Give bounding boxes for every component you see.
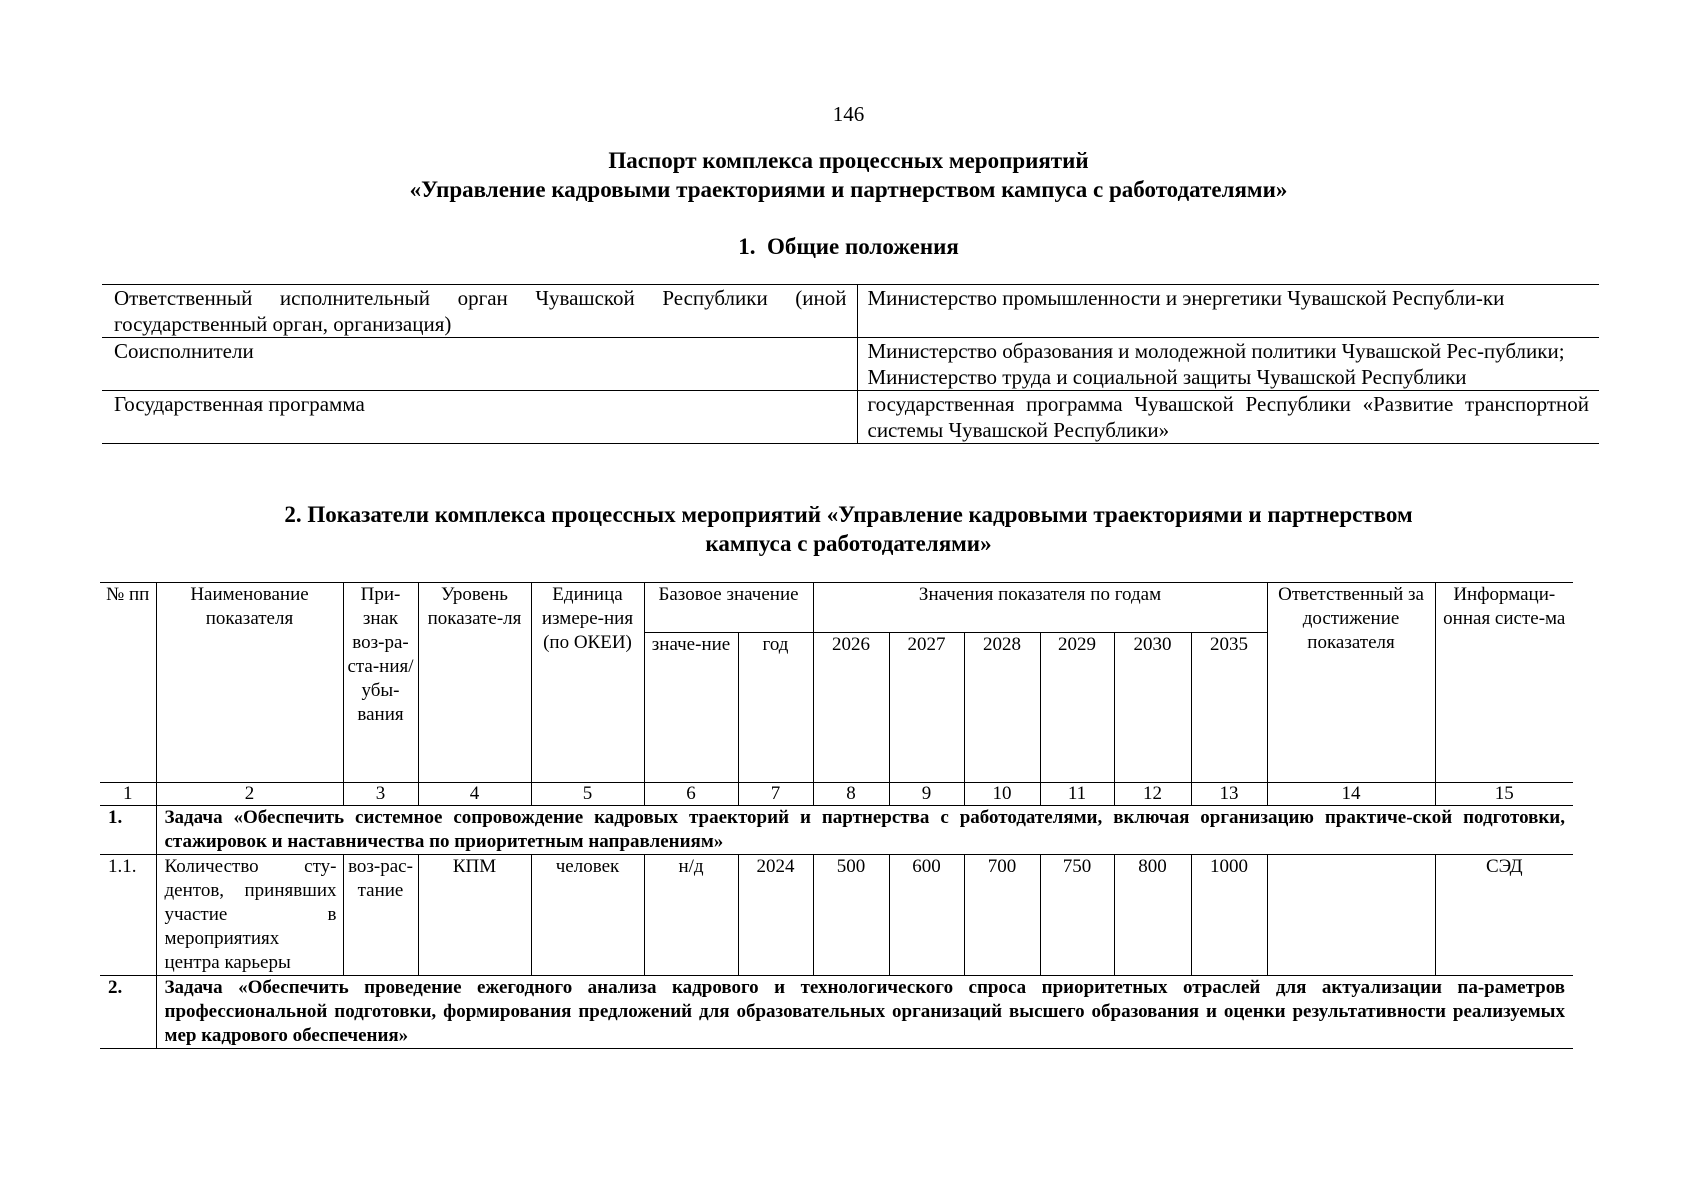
indicator-1-1-value-2035: 1000 [1191,855,1267,976]
task-1-text: Задача «Обеспечить системное сопровождение кадровых траекторий и партнерства с работодателями, включая организацию практиче-ской подготовки, стажировок и наставничества по приоритетным направлениям» [156,806,1573,855]
column-number: 4 [418,783,531,806]
section2-heading-line2: кампуса с работодателями» [705,531,992,556]
header-base: Базовое значение [644,583,813,633]
task-2-number: 2. [100,976,156,1049]
column-number: 2 [156,783,343,806]
column-number: 15 [1435,783,1573,806]
column-number: 10 [964,783,1040,806]
header-year-2026: 2026 [813,633,889,783]
column-number: 8 [813,783,889,806]
header-responsible: Ответственный за достижение показателя [1267,583,1435,783]
general-row-responsible [102,285,1599,338]
header-info-system: Информаци-онная систе-ма [1435,583,1573,783]
indicator-1-1-value-2027: 600 [889,855,964,976]
header-values-by-year: Значения показателя по годам [813,583,1267,633]
indicator-1-1-unit: человек [531,855,644,976]
general-row-program [102,391,1599,444]
coexecutor-1: Министерство образования и молодежной политики Чувашской Рес-публики; [867,339,1565,363]
column-numbers-row [100,783,1573,806]
section2-heading [160,500,1537,558]
task-1-number: 1. [100,806,156,855]
task-row-1 [100,806,1573,855]
indicator-1-1-value-2030: 800 [1114,855,1191,976]
task-2-text: Задача «Обеспечить проведение ежегодного анализа кадрового и технологического спроса приоритетных отраслей для актуализации па-раметров профессиональной подготовки, формирования предложений для образовательных организаций высшего образования и оценки результативности реализуемых мер кадрового обеспечения» [156,976,1573,1049]
general-value-program: государственная программа Чувашской Республики «Развитие транспортной системы Чувашской Республики» [857,391,1599,444]
section1-heading: 1. Общие положения [738,234,959,259]
general-provisions-table [102,284,1599,444]
header-base-year: год [738,633,813,783]
indicators-table [100,582,1573,1049]
section2-heading-line1: 2. Показатели комплекса процессных мероприятий «Управление кадровыми траекториями и партнерством [284,502,1413,527]
header-year-2030: 2030 [1114,633,1191,783]
column-number: 12 [1114,783,1191,806]
header-base-value: значе-ние [644,633,738,783]
indicator-1-1-level: КПМ [418,855,531,976]
header-year-2029: 2029 [1040,633,1114,783]
indicator-1-1-name: Количество сту-дентов, принявших участие в мероприятиях центра карьеры [156,855,343,976]
column-number: 3 [343,783,418,806]
document-title [0,146,1697,204]
general-value-responsible: Министерство промышленности и энергетики Чувашской Республи-ки [857,285,1599,338]
indicator-1-1-value-2028: 700 [964,855,1040,976]
column-number: 1 [100,783,156,806]
indicator-1-1-number: 1.1. [100,855,156,976]
indicator-1-1-base-value: н/д [644,855,738,976]
column-number: 11 [1040,783,1114,806]
task-row-2 [100,976,1573,1049]
column-number: 14 [1267,783,1435,806]
indicator-1-1-base-year: 2024 [738,855,813,976]
coexecutor-2: Министерство труда и социальной защиты Чувашской Республики [867,365,1467,389]
header-name: Наименование показателя [156,583,343,783]
general-label-coexecutors: Соисполнители [102,338,857,391]
column-number: 7 [738,783,813,806]
indicator-1-1-value-2026: 500 [813,855,889,976]
header-sign: При-знак воз-ра-ста-ния/ убы-вания [343,583,418,783]
document-title-line2: «Управление кадровыми траекториями и партнерством кампуса с работодателями» [409,177,1288,202]
indicator-1-1-info-system: СЭД [1435,855,1573,976]
indicator-1-1-sign: воз-рас-тание [343,855,418,976]
header-unit: Единица измере-ния (по ОКЕИ) [531,583,644,783]
indicator-1-1-responsible [1267,855,1435,976]
general-row-coexecutors [102,338,1599,391]
column-number: 5 [531,783,644,806]
header-year-2028: 2028 [964,633,1040,783]
indicator-row-1-1 [100,855,1573,976]
indicator-1-1-value-2029: 750 [1040,855,1114,976]
general-label-program: Государственная программа [102,391,857,444]
header-num: № пп [100,583,156,783]
header-row-1 [100,583,1573,633]
column-number: 6 [644,783,738,806]
header-year-2035: 2035 [1191,633,1267,783]
page-number: 146 [832,102,865,126]
general-label-responsible: Ответственный исполнительный орган Чувашской Республики (иной государственный орган, организация) [102,285,857,338]
header-level: Уровень показате-ля [418,583,531,783]
document-title-line1: Паспорт комплекса процессных мероприятий [608,148,1089,173]
column-number: 9 [889,783,964,806]
general-value-coexecutors [857,338,1599,391]
header-year-2027: 2027 [889,633,964,783]
column-number: 13 [1191,783,1267,806]
